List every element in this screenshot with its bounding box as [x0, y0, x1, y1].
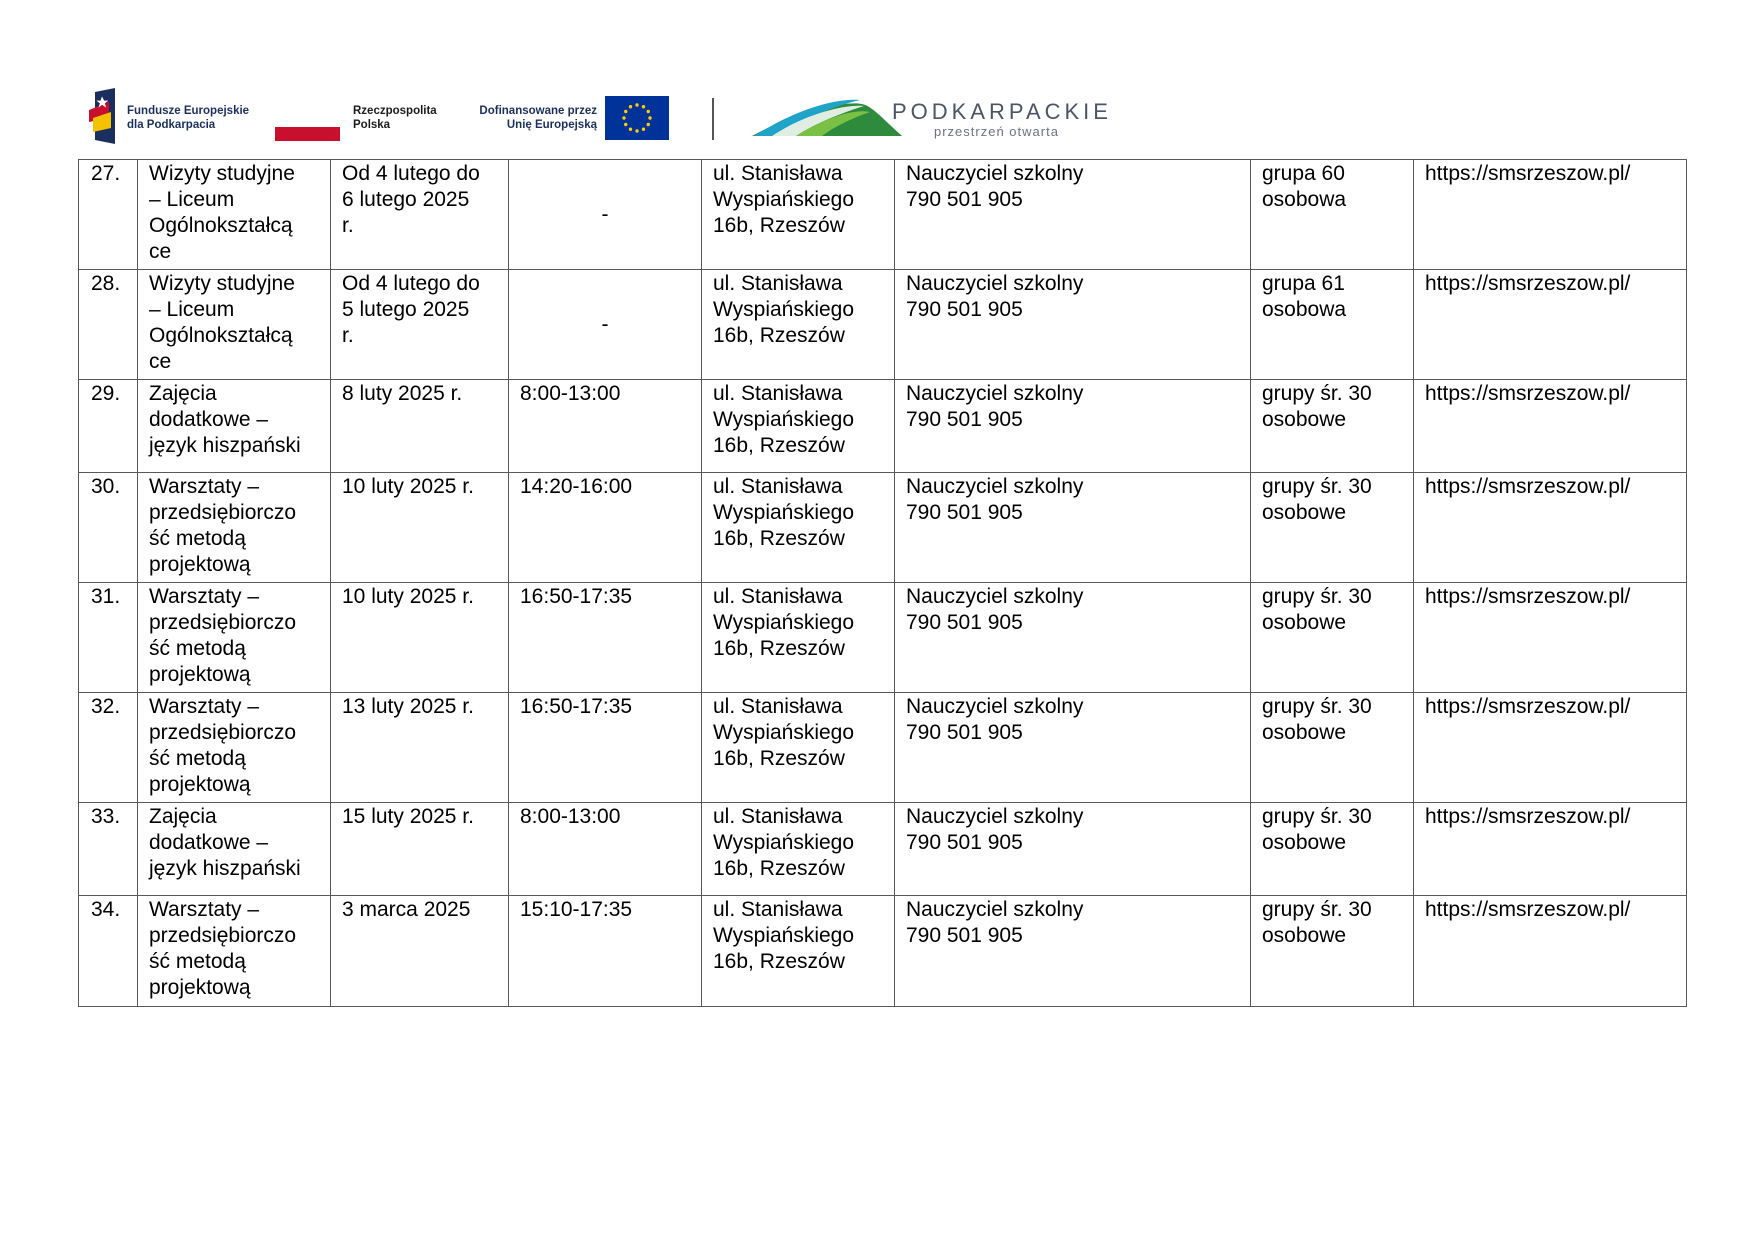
podkarpackie-tagline: przestrzeń otwarta: [934, 124, 1059, 139]
event-date-line: r.: [342, 214, 354, 237]
eu-star-icon: [648, 116, 651, 119]
event-title-line: przedsiębiorczo: [149, 611, 297, 634]
event-time: 8:00-13:00: [520, 805, 621, 828]
event-date-line: 5 lutego 2025: [342, 298, 470, 321]
event-title-line: ce: [149, 350, 172, 373]
event-time: 16:50-17:35: [520, 695, 633, 718]
event-url[interactable]: https://smsrzeszow.pl/: [1425, 695, 1631, 718]
event-url[interactable]: https://smsrzeszow.pl/: [1425, 475, 1631, 498]
event-time: 14:20-16:00: [520, 475, 633, 498]
row-number-cell: [79, 160, 138, 270]
event-address-line: Wyspiańskiego: [713, 298, 855, 321]
group-size-cell: [1251, 693, 1414, 803]
row-number: 28.: [91, 272, 121, 295]
event-title-line: przedsiębiorczo: [149, 924, 297, 947]
event-date-line: Od 4 lutego do: [342, 272, 480, 295]
event-title-cell: [138, 803, 331, 896]
group-size-cell: [1251, 270, 1414, 380]
event-contact-cell: [895, 693, 1251, 803]
event-date-cell: [331, 896, 509, 1007]
row-number-cell: [79, 693, 138, 803]
event-address-line: Wyspiańskiego: [713, 611, 855, 634]
event-address-line: 16b, Rzeszów: [713, 214, 845, 237]
event-url[interactable]: https://smsrzeszow.pl/: [1425, 585, 1631, 608]
event-title-line: Ogólnokształcą: [149, 324, 293, 347]
event-title-line: język hiszpański: [149, 434, 301, 457]
row-number: 31.: [91, 585, 121, 608]
event-time-cell: [509, 160, 702, 270]
event-title-line: ść metodą: [149, 950, 246, 973]
event-url-cell: [1414, 380, 1687, 473]
event-address-line: ul. Stanisława: [713, 805, 843, 828]
eu-star-icon: [635, 103, 638, 106]
event-date-cell: [331, 473, 509, 583]
event-date-line: Od 4 lutego do: [342, 162, 480, 185]
event-title-line: ść metodą: [149, 637, 246, 660]
table-row: [79, 160, 1687, 270]
eu-star-icon: [629, 105, 632, 108]
event-contact-line: Nauczyciel szkolny: [906, 805, 1084, 828]
event-url[interactable]: https://smsrzeszow.pl/: [1425, 382, 1631, 405]
group-size-line: grupy śr. 30: [1262, 695, 1372, 718]
event-title-line: dodatkowe –: [149, 831, 269, 854]
group-size-cell: [1251, 803, 1414, 896]
event-title-cell: [138, 270, 331, 380]
event-address-line: Wyspiańskiego: [713, 924, 855, 947]
event-contact-line: Nauczyciel szkolny: [906, 272, 1084, 295]
event-contact-line: Nauczyciel szkolny: [906, 382, 1084, 405]
event-address-line: ul. Stanisława: [713, 272, 843, 295]
event-title-line: projektową: [149, 553, 251, 576]
event-contact-line: 790 501 905: [906, 611, 1023, 634]
event-title-line: ce: [149, 240, 172, 263]
group-size-line: osobowa: [1262, 188, 1347, 211]
event-address-line: Wyspiańskiego: [713, 501, 855, 524]
group-size-line: grupa 61: [1262, 272, 1345, 295]
group-size-line: grupa 60: [1262, 162, 1345, 185]
event-address-cell: [702, 803, 895, 896]
event-time: -: [601, 203, 609, 226]
event-title-line: – Liceum: [149, 298, 235, 321]
event-address-cell: [702, 473, 895, 583]
event-address-line: ul. Stanisława: [713, 695, 843, 718]
event-title-cell: [138, 473, 331, 583]
rzeczpospolita-label: Rzeczpospolita Polska: [353, 105, 437, 131]
event-title-line: projektową: [149, 773, 251, 796]
event-date-cell: [331, 380, 509, 473]
row-number: 29.: [91, 382, 121, 405]
event-title-line: dodatkowe –: [149, 408, 269, 431]
event-contact-line: 790 501 905: [906, 298, 1023, 321]
event-contact-cell: [895, 160, 1251, 270]
table-row: [79, 380, 1687, 473]
event-address-cell: [702, 270, 895, 380]
eu-star-icon: [622, 116, 625, 119]
event-address-line: Wyspiańskiego: [713, 831, 855, 854]
row-number: 30.: [91, 475, 121, 498]
row-number-cell: [79, 380, 138, 473]
group-size-line: grupy śr. 30: [1262, 475, 1372, 498]
event-contact-cell: [895, 473, 1251, 583]
event-time-cell: [509, 693, 702, 803]
group-size-line: osobowe: [1262, 924, 1347, 947]
event-contact-line: 790 501 905: [906, 924, 1023, 947]
event-address-line: Wyspiańskiego: [713, 721, 855, 744]
event-time: 16:50-17:35: [520, 585, 633, 608]
row-number: 32.: [91, 695, 121, 718]
row-number-cell: [79, 583, 138, 693]
event-date-line: 6 lutego 2025: [342, 188, 470, 211]
event-url-cell: [1414, 896, 1687, 1007]
event-date-cell: [331, 583, 509, 693]
event-title-line: Wizyty studyjne: [149, 272, 295, 295]
event-url-cell: [1414, 473, 1687, 583]
event-title-line: Zajęcia: [149, 805, 217, 828]
row-number: 27.: [91, 162, 121, 185]
event-contact-line: Nauczyciel szkolny: [906, 585, 1084, 608]
event-contact-cell: [895, 270, 1251, 380]
event-title-line: przedsiębiorczo: [149, 721, 297, 744]
event-address-line: 16b, Rzeszów: [713, 434, 845, 457]
event-address-line: ul. Stanisława: [713, 898, 843, 921]
event-url[interactable]: https://smsrzeszow.pl/: [1425, 898, 1631, 921]
event-contact-cell: [895, 583, 1251, 693]
event-date-cell: [331, 693, 509, 803]
event-title-line: Warsztaty –: [149, 898, 260, 921]
event-time-cell: [509, 803, 702, 896]
event-date-cell: [331, 803, 509, 896]
group-size-line: osobowe: [1262, 501, 1347, 524]
event-address-line: ul. Stanisława: [713, 382, 843, 405]
event-time-cell: [509, 380, 702, 473]
group-size-line: osobowe: [1262, 831, 1347, 854]
group-size-cell: [1251, 380, 1414, 473]
event-time-cell: [509, 473, 702, 583]
event-title-cell: [138, 693, 331, 803]
event-contact-line: Nauczyciel szkolny: [906, 695, 1084, 718]
group-size-cell: [1251, 583, 1414, 693]
logo-separator: [712, 98, 714, 140]
event-contact-line: Nauczyciel szkolny: [906, 162, 1084, 185]
event-address-line: 16b, Rzeszów: [713, 527, 845, 550]
event-date-line: 8 luty 2025 r.: [342, 382, 463, 405]
event-time: -: [601, 313, 609, 336]
row-number: 33.: [91, 805, 121, 828]
event-address-line: ul. Stanisława: [713, 475, 843, 498]
event-address-line: Wyspiańskiego: [713, 188, 855, 211]
event-date-line: 13 luty 2025 r.: [342, 695, 474, 718]
group-size-cell: [1251, 473, 1414, 583]
event-url[interactable]: https://smsrzeszow.pl/: [1425, 162, 1631, 185]
row-number-cell: [79, 803, 138, 896]
eu-star-icon: [624, 110, 627, 113]
event-title-line: Warsztaty –: [149, 695, 260, 718]
event-url-cell: [1414, 693, 1687, 803]
eu-star-icon: [642, 105, 645, 108]
event-title-cell: [138, 160, 331, 270]
event-url-cell: [1414, 160, 1687, 270]
event-url-cell: [1414, 270, 1687, 380]
event-address-cell: [702, 693, 895, 803]
event-date-line: r.: [342, 324, 354, 347]
event-contact-line: 790 501 905: [906, 831, 1023, 854]
table-row: [79, 896, 1687, 1007]
event-address-line: ul. Stanisława: [713, 585, 843, 608]
table-row: [79, 473, 1687, 583]
event-url[interactable]: https://smsrzeszow.pl/: [1425, 272, 1631, 295]
row-number: 34.: [91, 898, 121, 921]
event-date-line: 10 luty 2025 r.: [342, 585, 474, 608]
event-address-cell: [702, 160, 895, 270]
event-date-line: 3 marca 2025: [342, 898, 471, 921]
event-time-cell: [509, 583, 702, 693]
group-size-line: grupy śr. 30: [1262, 585, 1372, 608]
event-date-line: 10 luty 2025 r.: [342, 475, 474, 498]
group-size-line: osobowe: [1262, 611, 1347, 634]
event-title-line: język hiszpański: [149, 857, 301, 880]
event-address-line: 16b, Rzeszów: [713, 857, 845, 880]
event-contact-line: Nauczyciel szkolny: [906, 475, 1084, 498]
eu-star-icon: [647, 123, 650, 126]
row-number-cell: [79, 270, 138, 380]
row-number-cell: [79, 896, 138, 1007]
eu-star-icon: [647, 110, 650, 113]
event-address-line: Wyspiańskiego: [713, 408, 855, 431]
event-title-cell: [138, 583, 331, 693]
group-size-line: osobowe: [1262, 408, 1347, 431]
podkarpackie-swoosh-icon: [752, 94, 902, 138]
event-address-line: 16b, Rzeszów: [713, 324, 845, 347]
eu-cofinancing-label: Dofinansowane przez Unię Europejską: [479, 105, 597, 131]
event-contact-line: 790 501 905: [906, 501, 1023, 524]
event-title-line: Ogólnokształcą: [149, 214, 293, 237]
event-contact-line: 790 501 905: [906, 721, 1023, 744]
poland-flag-icon: [275, 113, 340, 141]
event-address-cell: [702, 896, 895, 1007]
table-row: [79, 270, 1687, 380]
group-size-cell: [1251, 896, 1414, 1007]
event-title-line: ść metodą: [149, 527, 246, 550]
event-address-cell: [702, 380, 895, 473]
event-contact-line: Nauczyciel szkolny: [906, 898, 1084, 921]
fundusze-europejskie-logo-icon: [89, 88, 123, 144]
row-number-cell: [79, 473, 138, 583]
table-row: [79, 693, 1687, 803]
eu-star-icon: [635, 129, 638, 132]
event-time: 15:10-17:35: [520, 898, 633, 921]
event-address-line: 16b, Rzeszów: [713, 747, 845, 770]
podkarpackie-wordmark: PODKARPACKIE: [892, 99, 1112, 124]
event-url-cell: [1414, 803, 1687, 896]
event-contact-line: 790 501 905: [906, 408, 1023, 431]
event-contact-cell: [895, 896, 1251, 1007]
group-size-line: osobowa: [1262, 298, 1347, 321]
fundusze-europejskie-label: Fundusze Europejskie dla Podkarpacia: [127, 105, 250, 131]
schedule-table: [78, 159, 1687, 1007]
event-title-line: – Liceum: [149, 188, 235, 211]
event-address-line: ul. Stanisława: [713, 162, 843, 185]
event-address-line: 16b, Rzeszów: [713, 950, 845, 973]
event-title-line: projektową: [149, 663, 251, 686]
event-url-cell: [1414, 583, 1687, 693]
event-title-line: Wizyty studyjne: [149, 162, 295, 185]
event-contact-cell: [895, 803, 1251, 896]
event-title-line: Warsztaty –: [149, 475, 260, 498]
event-title-line: Zajęcia: [149, 382, 217, 405]
logo-bar: [0, 0, 1755, 160]
event-contact-cell: [895, 380, 1251, 473]
group-size-cell: [1251, 160, 1414, 270]
group-size-line: grupy śr. 30: [1262, 898, 1372, 921]
event-title-cell: [138, 896, 331, 1007]
eu-star-icon: [642, 128, 645, 131]
event-time: 8:00-13:00: [520, 382, 621, 405]
table-row: [79, 803, 1687, 896]
event-title-line: projektową: [149, 976, 251, 999]
event-title-line: Warsztaty –: [149, 585, 260, 608]
event-title-cell: [138, 380, 331, 473]
event-date-cell: [331, 160, 509, 270]
event-contact-line: 790 501 905: [906, 188, 1023, 211]
event-date-line: 15 luty 2025 r.: [342, 805, 474, 828]
eu-flag-icon: [605, 96, 669, 140]
group-size-line: grupy śr. 30: [1262, 382, 1372, 405]
event-address-cell: [702, 583, 895, 693]
event-url[interactable]: https://smsrzeszow.pl/: [1425, 805, 1631, 828]
eu-star-icon: [624, 123, 627, 126]
event-date-cell: [331, 270, 509, 380]
group-size-line: osobowe: [1262, 721, 1347, 744]
group-size-line: grupy śr. 30: [1262, 805, 1372, 828]
event-title-line: ść metodą: [149, 747, 246, 770]
event-address-line: 16b, Rzeszów: [713, 637, 845, 660]
table-row: [79, 583, 1687, 693]
event-title-line: przedsiębiorczo: [149, 501, 297, 524]
event-time-cell: [509, 896, 702, 1007]
event-time-cell: [509, 270, 702, 380]
eu-star-icon: [629, 128, 632, 131]
